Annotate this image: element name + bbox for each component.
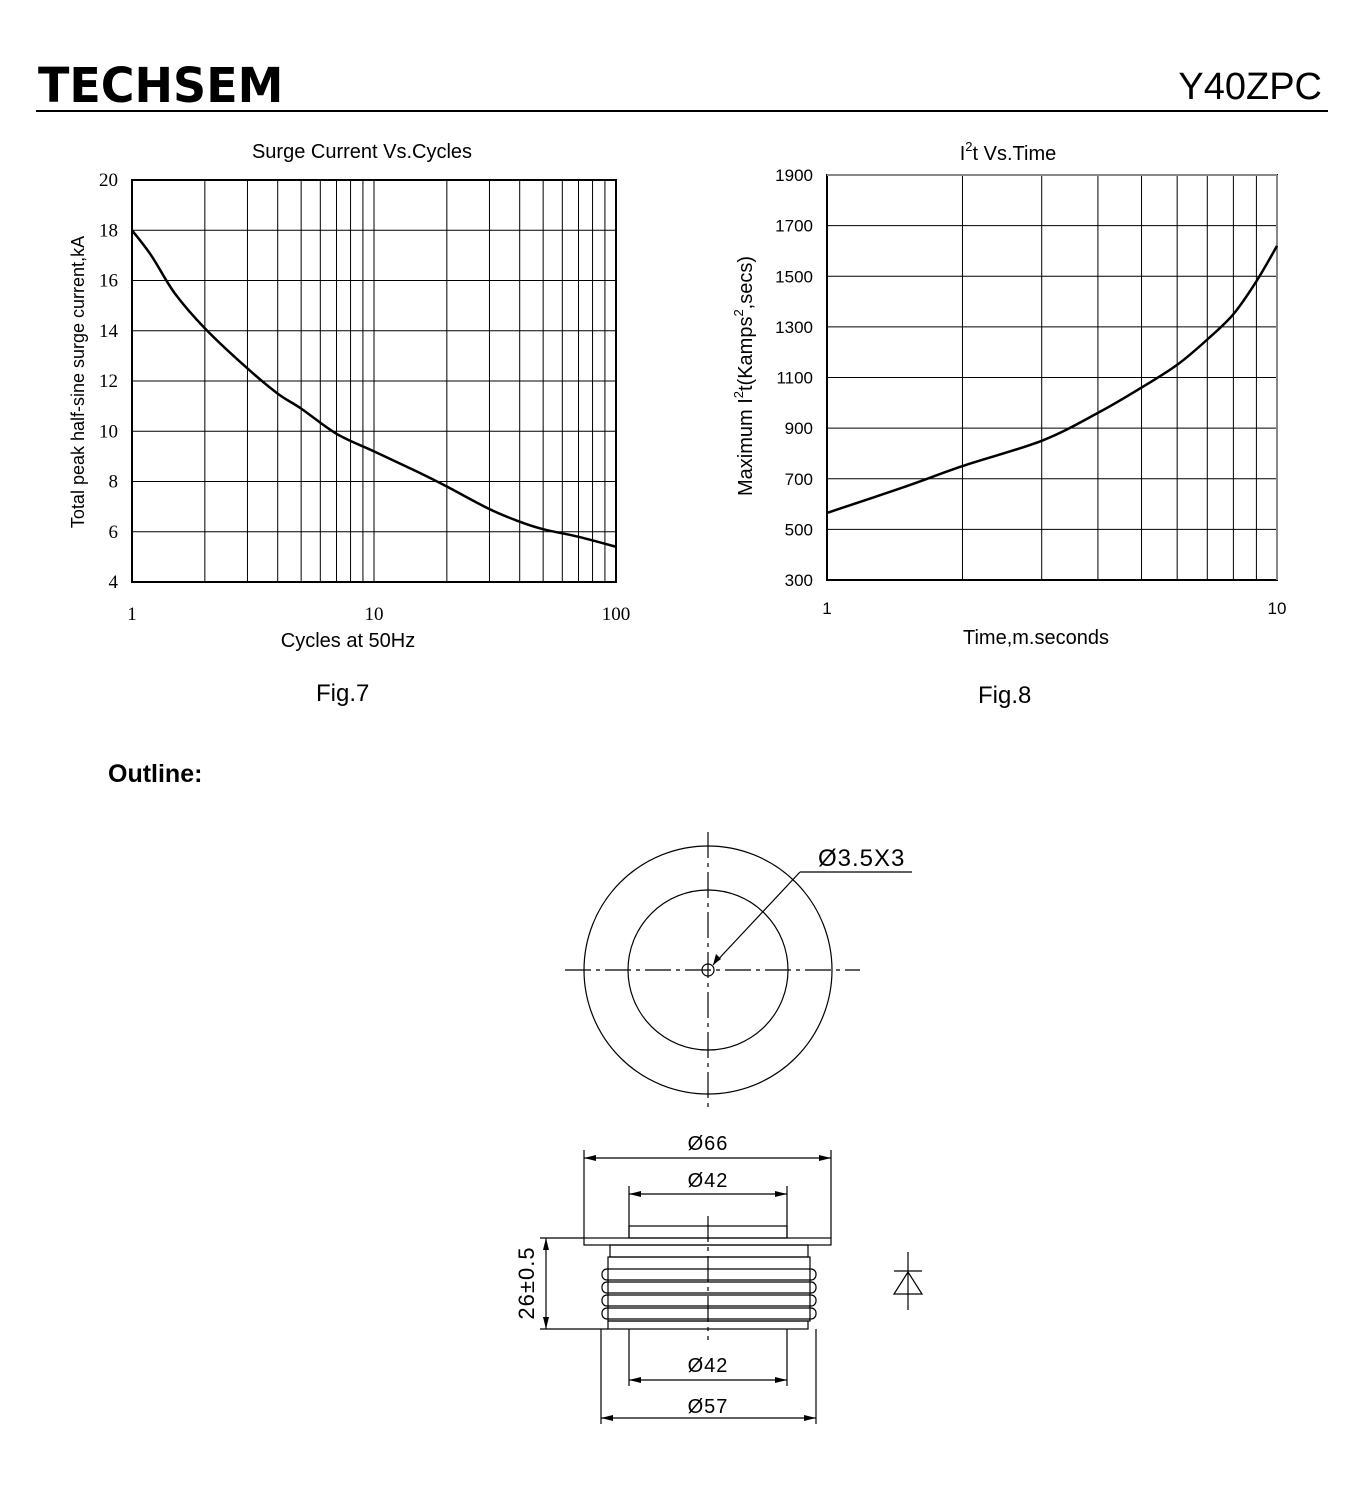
x-tick-label: 100: [601, 604, 631, 625]
pole-bottom-label: Ø42: [687, 1355, 729, 1377]
figure-caption-8: Fig.8: [978, 682, 1032, 709]
rib-4: [602, 1308, 816, 1319]
y-tick-label: 1900: [775, 166, 813, 185]
part-number: Y40ZPC: [1178, 66, 1322, 108]
chart-title: $I^2t$ Vs.Time: [959, 139, 1057, 165]
y-tick-label: 4: [108, 572, 118, 593]
diode-symbol-icon: [894, 1252, 922, 1310]
chart-title: Surge Current Vs.Cycles: [251, 141, 473, 163]
y-tick-label: 300: [784, 571, 813, 590]
rib-2: [602, 1282, 816, 1293]
x-axis-label: Cycles at 50Hz: [280, 630, 416, 652]
y-tick-label: 20: [99, 170, 118, 191]
x-tick-label: 1: [127, 604, 137, 625]
chart-grid: [132, 180, 616, 582]
x-axis-label: Time,m.seconds: [963, 627, 1109, 649]
y-tick-labels: [99, 170, 119, 593]
y-tick-label: 18: [99, 220, 118, 242]
brand-logo: TECHSEM: [38, 56, 284, 114]
i2t-chart: [720, 130, 1320, 660]
y-axis-label: Total peak half-sine surge current,kA: [68, 235, 88, 529]
x-tick-label: 10: [1267, 599, 1287, 618]
y-tick-label: 700: [784, 469, 813, 489]
figure-caption-7: Fig.7: [316, 680, 370, 707]
height-label: 26±0.5: [514, 1246, 539, 1320]
x-tick-label: 10: [364, 604, 384, 625]
outline-title: Outline:: [108, 760, 203, 788]
outer-diameter-label: Ø66: [687, 1133, 729, 1155]
x-tick-labels: [127, 604, 630, 625]
y-tick-label: 8: [108, 471, 118, 493]
y-axis-label: Maximum $I^2t(Kamps^2,\sec s)$: [731, 255, 757, 497]
outline-drawing: [480, 820, 960, 1440]
surge-current-chart: [40, 130, 660, 660]
rib-1: [602, 1269, 816, 1280]
y-tick-label: 12: [99, 371, 118, 392]
y-tick-labels: [775, 166, 813, 590]
y-tick-label: 500: [784, 520, 813, 540]
pole-top-label: Ø42: [687, 1170, 729, 1192]
y-tick-label: 900: [784, 419, 813, 439]
rib-3: [602, 1295, 816, 1306]
body-top: [610, 1245, 808, 1257]
chart-grid: [827, 175, 1277, 580]
i2t-line: [827, 246, 1277, 513]
hole-label: Ø3.5X3: [818, 845, 906, 872]
y-tick-label: 1500: [775, 267, 813, 287]
header-rule: [36, 110, 1328, 112]
base-diameter-label: Ø57: [687, 1396, 729, 1418]
x-tick-labels: [822, 599, 1286, 618]
x-tick-label: 1: [822, 599, 832, 618]
y-tick-label: 1100: [776, 368, 813, 388]
y-tick-label: 14: [99, 320, 118, 342]
hole-leader: [713, 872, 800, 965]
y-tick-label: 6: [108, 521, 118, 543]
body-core: [608, 1257, 810, 1321]
y-tick-label: 1700: [775, 216, 813, 236]
y-tick-label: 16: [99, 270, 118, 292]
y-tick-label: 1300: [775, 317, 813, 337]
y-tick-label: 10: [99, 421, 118, 443]
